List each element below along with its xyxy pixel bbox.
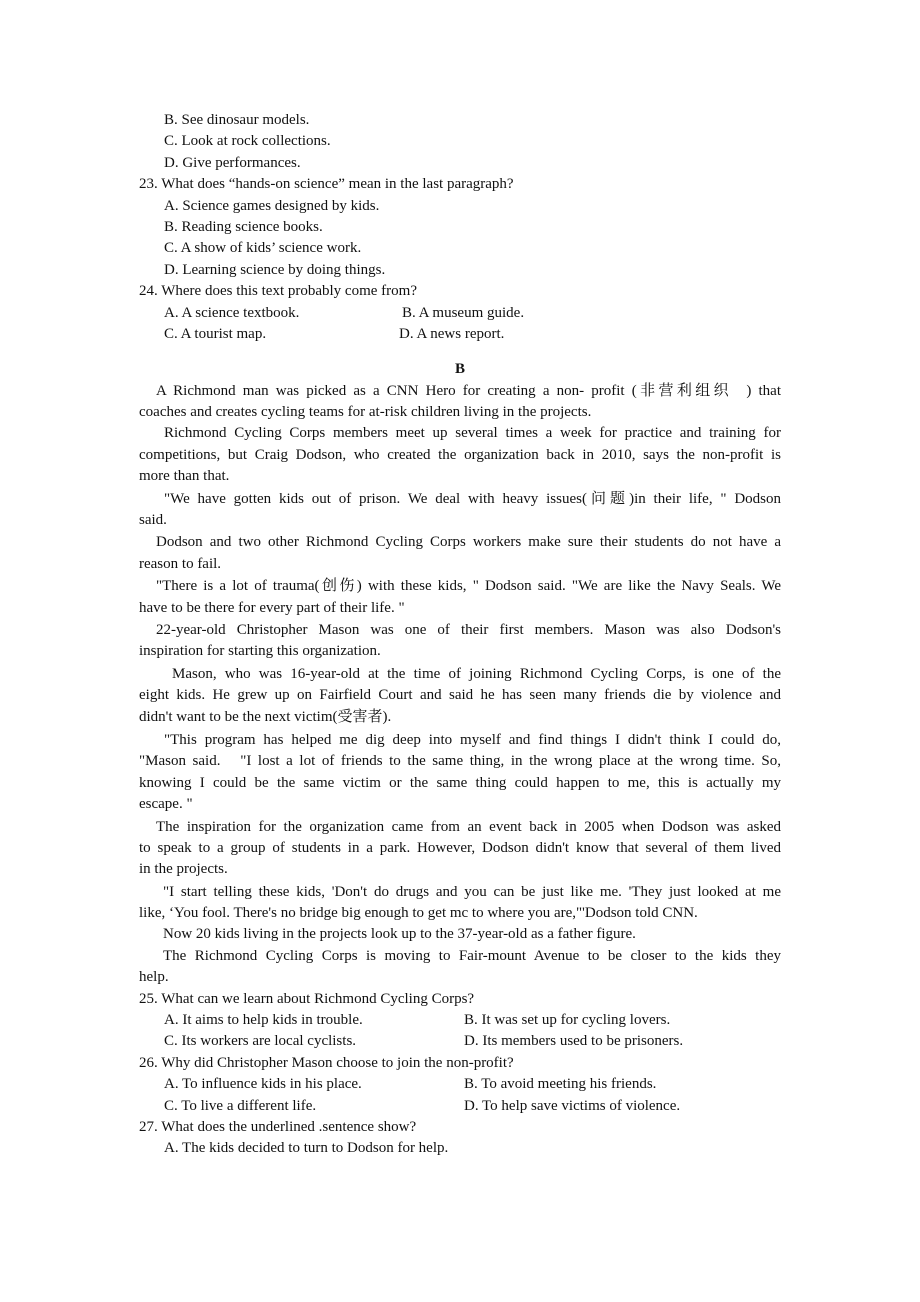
passage-line: to speak to a group of students in a park. However, Dodson didn't know that several of them lived xyxy=(139,839,781,856)
passage-line: "There is a lot of trauma(创伤) with these kids, " Dodson said. "We are like the Navy Seals. We xyxy=(156,578,781,595)
passage-line: said. xyxy=(139,512,167,529)
passage-line: Mason, who was 16-year-old at the time of joining Richmond Cycling Corps, is one of the xyxy=(172,665,781,682)
q26-option-a: A. To influence kids in his place. xyxy=(164,1076,362,1093)
q26-options-row-1 xyxy=(139,1074,781,1095)
q23-option-b: B. Reading science books. xyxy=(164,218,323,235)
passage-line: "I start telling these kids, 'Don't do drugs and you can be just like me. 'They just looked at me xyxy=(163,883,781,900)
q26-option-b: B. To avoid meeting his friends. xyxy=(464,1076,657,1093)
section-b-title: B xyxy=(454,361,465,378)
q24-option-c: C. A tourist map. xyxy=(164,325,267,342)
passage-line: "This program has helped me dig deep into myself and find things I didn't think I could do, xyxy=(164,731,781,748)
q24-options-row-1 xyxy=(139,303,781,324)
q24-option-a: A. A science textbook. xyxy=(164,304,300,321)
passage-line: The inspiration for the organization came from an event back in 2005 when Dodson was asked xyxy=(156,818,781,835)
q25-option-b: B. It was set up for cycling lovers. xyxy=(464,1012,671,1029)
passage-line: 22-year-old Christopher Mason was one of their first members. Mason was also Dodson's xyxy=(156,621,781,638)
q26-options-row-2 xyxy=(139,1096,781,1117)
passage-line: in the projects. xyxy=(139,861,228,878)
exam-page xyxy=(139,110,781,1160)
q22-option-b: B. See dinosaur models. xyxy=(164,112,310,128)
passage-line: "Mason said. "I lost a lot of friends to the same thing, in the wrong place at the wrong time. So, xyxy=(139,753,781,770)
passage-line: reason to fail. xyxy=(139,555,222,572)
q22-option-d: D. Give performances. xyxy=(164,154,301,171)
passage-line: like, ‘You fool. There's no bridge big enough to get mc to where you are,"'Dodson told CNN. xyxy=(139,905,698,922)
passage-line: "We have gotten kids out of prison. We deal with heavy issues(问题)in their life, " Dodson xyxy=(164,490,781,507)
passage-line: Now 20 kids living in the projects look up to the 37-year-old as a father figure. xyxy=(163,926,636,943)
passage-line: eight kids. He grew up on Fairfield Court and said he has seen many friends die by violence and xyxy=(139,687,781,704)
passage-line: knowing I could be the same victim or the same thing could happen to me, this is actually my xyxy=(139,774,781,791)
passage-line: competitions, but Craig Dodson, who created the organization back in 2010, says the non-profit is xyxy=(139,446,781,463)
passage-line: have to be there for every part of their life. " xyxy=(139,599,405,616)
passage-line: help. xyxy=(139,969,169,986)
q24-option-d: D. A news report. xyxy=(399,325,505,342)
passage-line: Dodson and two other Richmond Cycling Corps workers make sure their students do not have a xyxy=(156,534,781,551)
q24-option-b: B. A museum guide. xyxy=(402,304,525,321)
q24-question: 24. Where does this text probably come from? xyxy=(139,283,417,300)
passage-line: more than that. xyxy=(139,468,230,485)
passage-line: The Richmond Cycling Corps is moving to Fair-mount Avenue to be closer to the kids they xyxy=(163,947,781,964)
q25-option-a: A. It aims to help kids in trouble. xyxy=(164,1012,363,1029)
passage-line: A Richmond man was picked as a CNN Hero for creating a non- profit (非营利组织 ) that xyxy=(156,382,781,399)
q27-option-a: A. The kids decided to turn to Dodson for help. xyxy=(164,1140,449,1157)
q24-options-row-2 xyxy=(139,324,781,345)
q26-option-d: D. To help save victims of violence. xyxy=(464,1097,681,1114)
passage-line: Richmond Cycling Corps members meet up several times a week for practice and training for xyxy=(164,425,781,442)
q25-options-row-1 xyxy=(139,1010,781,1031)
passage-line: coaches and creates cycling teams for at-risk children living in the projects. xyxy=(139,404,592,421)
passage-line: escape. " xyxy=(139,796,193,813)
q26-question: 26. Why did Christopher Mason choose to join the non-profit? xyxy=(139,1054,514,1071)
q23-question: 23. What does “hands-on science” mean in the last paragraph? xyxy=(139,176,514,193)
q22-option-c: C. Look at rock collections. xyxy=(164,133,331,150)
passage-line: inspiration for starting this organization. xyxy=(139,643,381,660)
q23-option-d: D. Learning science by doing things. xyxy=(164,261,386,278)
q27-question: 27. What does the underlined .sentence show? xyxy=(139,1118,417,1135)
passage-line: didn't want to be the next victim(受害者). xyxy=(139,708,392,725)
q25-options-row-2 xyxy=(139,1031,781,1052)
q25-question: 25. What can we learn about Richmond Cycling Corps? xyxy=(139,990,475,1007)
q25-option-d: D. Its members used to be prisoners. xyxy=(464,1033,684,1050)
q25-option-c: C. Its workers are local cyclists. xyxy=(164,1033,357,1050)
q23-option-a: A. Science games designed by kids. xyxy=(164,197,380,214)
q23-option-c: C. A show of kids’ science work. xyxy=(164,240,362,257)
q26-option-c: C. To live a different life. xyxy=(164,1097,317,1114)
passage-b xyxy=(139,381,781,989)
